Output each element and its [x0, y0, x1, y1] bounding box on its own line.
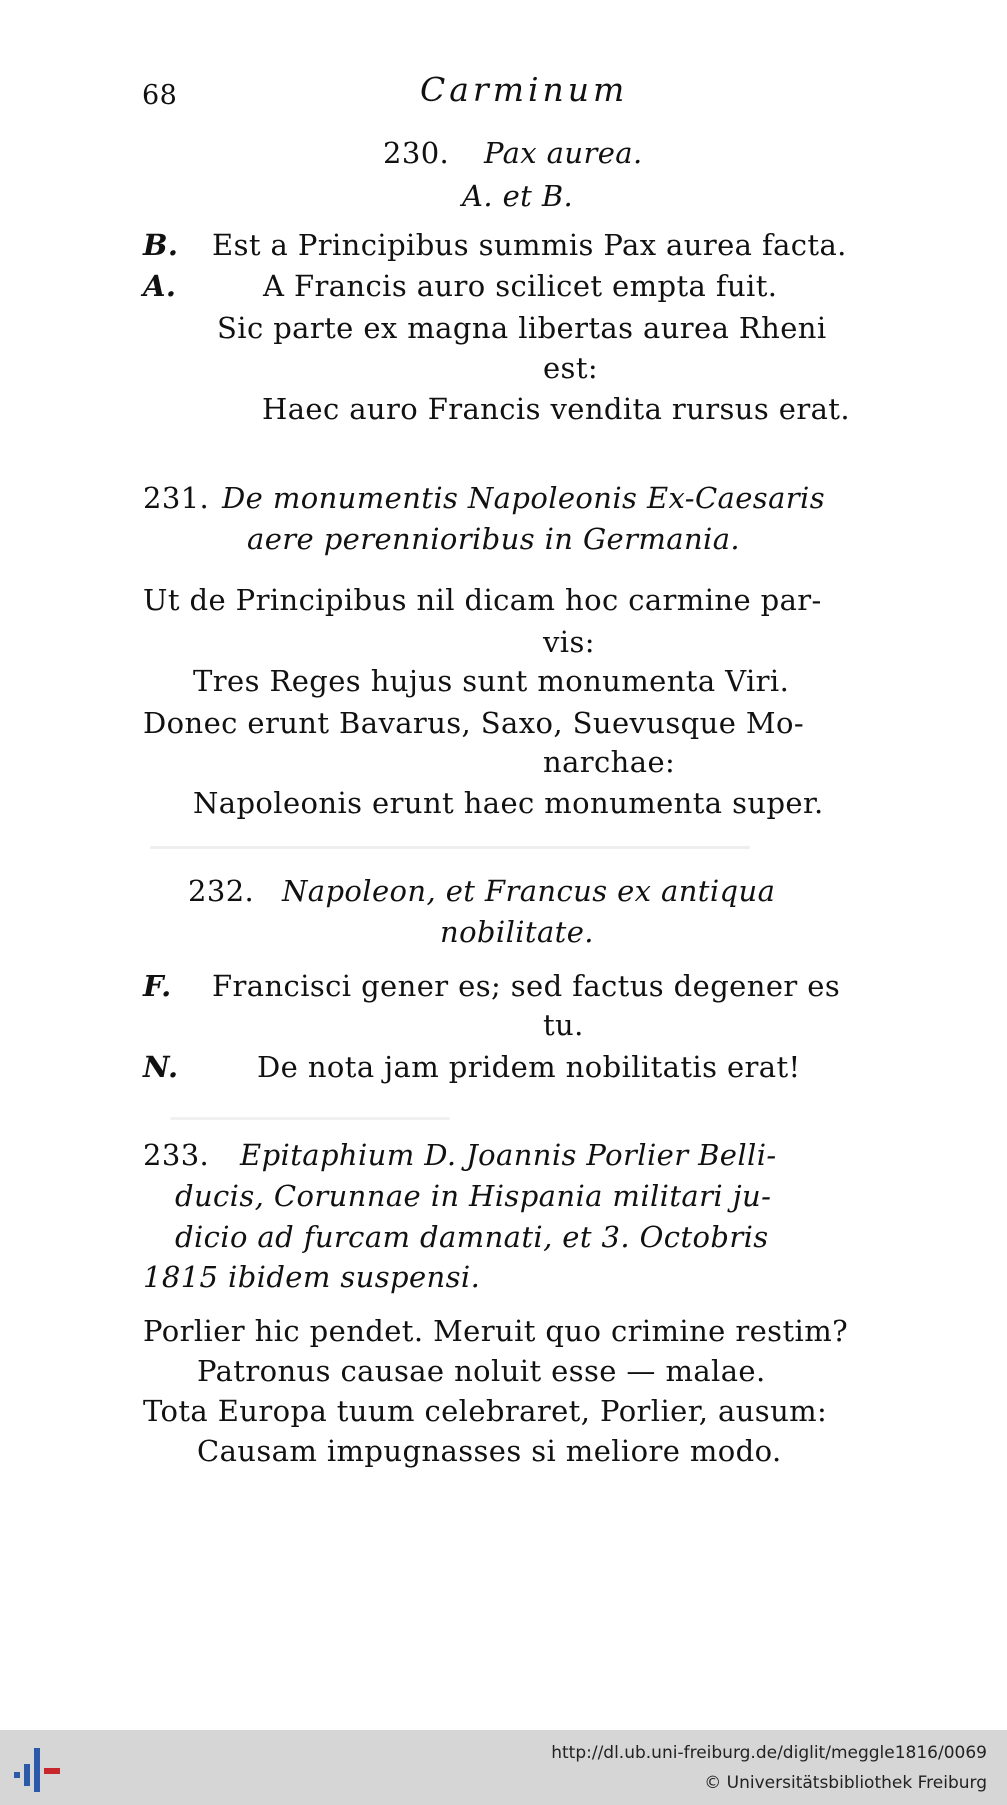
verse-line: Porlier hic pendet. Meruit quo crimine restim?	[143, 1314, 849, 1348]
poem-number: 230.	[383, 136, 450, 170]
copyright-text: © Universitätsbibliothek Freiburg	[704, 1773, 987, 1793]
verse-line: tu.	[543, 1008, 584, 1042]
running-title: Carminum	[420, 70, 629, 109]
verse-line: A Francis auro scilicet empta fuit.	[263, 269, 778, 303]
verse-line: De nota jam pridem nobilitatis erat!	[257, 1050, 801, 1084]
poem-title: Napoleon, et Francus ex antiqua	[282, 874, 776, 908]
poem-title-cont: dicio ad furcam damnati, et 3. Octobris	[175, 1220, 769, 1254]
poem-title: Epitaphium D. Joannis Porlier Belli-	[240, 1138, 777, 1172]
poem-title: De monumentis Napoleonis Ex-Caesaris	[222, 481, 825, 515]
verse-line: Francisci gener es; sed factus degener es	[212, 969, 841, 1003]
scan-speck	[150, 846, 750, 849]
verse-line: Causam impugnasses si meliore modo.	[197, 1434, 782, 1468]
poem-title-cont: ducis, Corunnae in Hispania militari ju-	[175, 1179, 772, 1213]
verse-line: Tres Reges hujus sunt monumenta Viri.	[193, 664, 790, 698]
poem-number: 233.	[143, 1138, 210, 1172]
source-url-link[interactable]: http://dl.ub.uni-freiburg.de/diglit/meggle1816/0069	[551, 1743, 987, 1763]
poem-title-cont: 1815 ibidem suspensi.	[143, 1260, 481, 1294]
speaker-label: F.	[143, 969, 172, 1003]
verse-line: Patronus causae noluit esse — malae.	[197, 1354, 766, 1388]
page-number: 68	[142, 80, 178, 111]
verse-line: Napoleonis erunt haec monumenta super.	[193, 786, 824, 820]
verse-line: vis:	[543, 625, 595, 659]
speaker-label: A.	[143, 269, 177, 303]
poem-title-cont: nobilitate.	[440, 915, 594, 949]
poem-title: Pax aurea.	[484, 136, 643, 170]
poem-title-cont: aere perennioribus in Germania.	[247, 522, 741, 556]
verse-line: Est a Principibus summis Pax aurea facta.	[212, 228, 847, 262]
poem-subtitle: A. et B.	[462, 179, 574, 213]
poem-number: 232.	[188, 874, 255, 908]
verse-line: est:	[543, 351, 599, 385]
verse-line: Sic parte ex magna libertas aurea Rheni	[217, 311, 827, 345]
verse-line: Ut de Principibus nil dicam hoc carmine par-	[143, 583, 822, 617]
verse-line: Haec auro Francis vendita rursus erat.	[262, 392, 850, 426]
poem-number: 231.	[143, 481, 210, 515]
verse-line: narchae:	[543, 745, 676, 779]
speaker-label: B.	[143, 228, 179, 262]
footer-bar	[0, 1730, 1007, 1805]
speaker-label: N.	[143, 1050, 179, 1084]
verse-line: Tota Europa tuum celebraret, Porlier, ausum:	[143, 1394, 828, 1428]
verse-line: Donec erunt Bavarus, Saxo, Suevusque Mo-	[143, 706, 805, 740]
ub-freiburg-logo-icon	[12, 1746, 64, 1794]
scan-speck	[170, 1117, 450, 1120]
